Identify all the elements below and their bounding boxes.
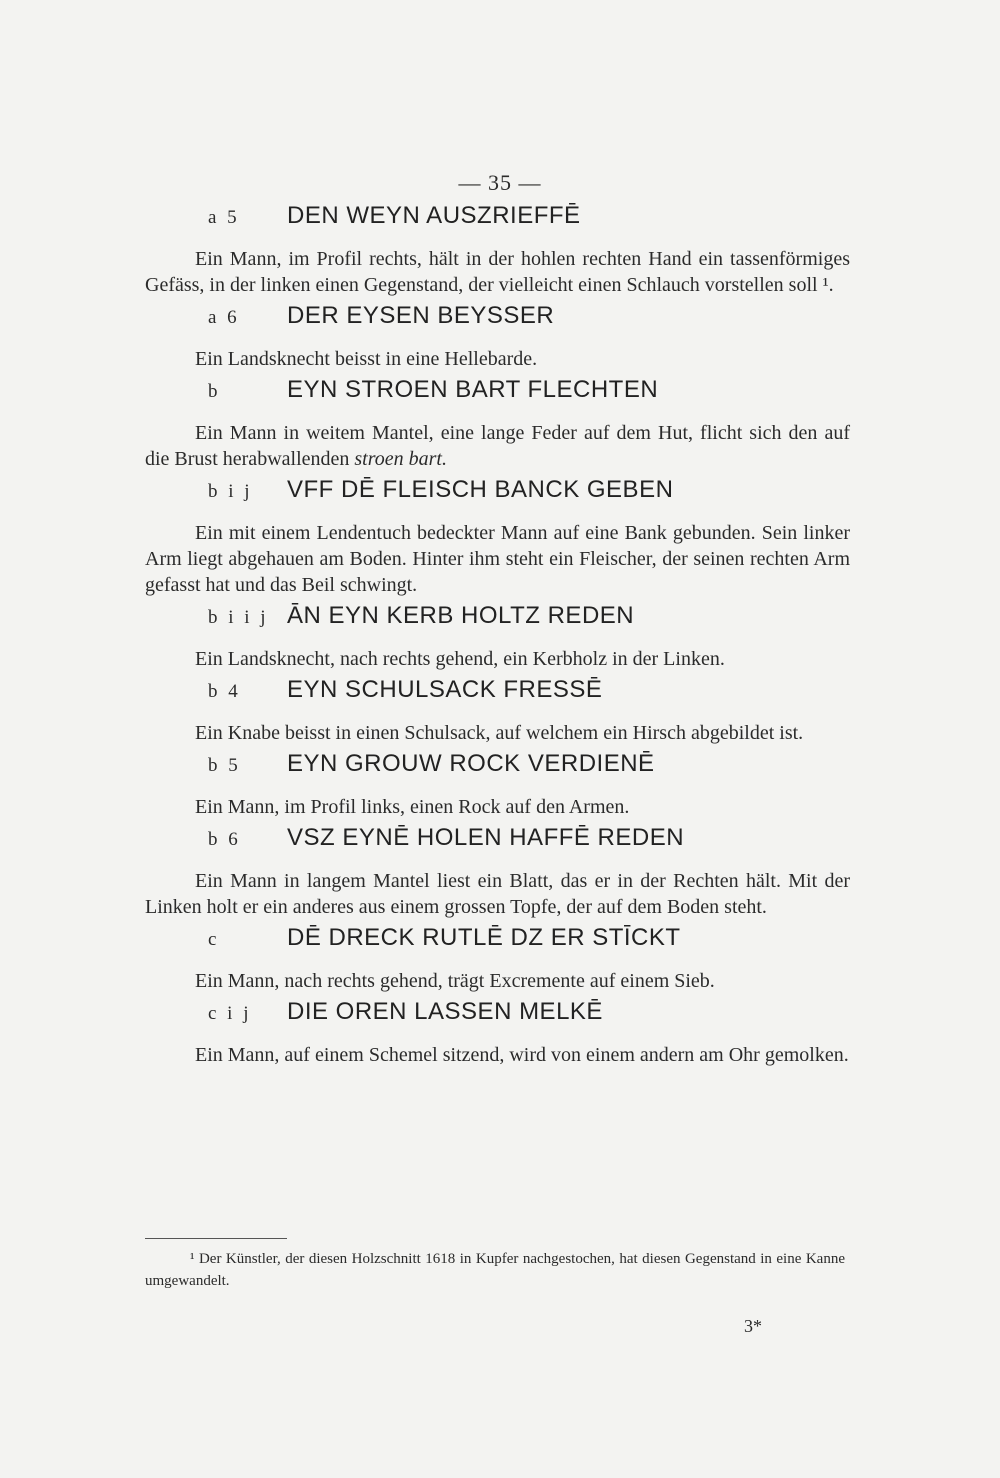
entry-description	[145, 420, 850, 472]
entry-description: Ein Knabe beisst in einen Schulsack, auf welchem ein Hirsch abgebildet ist.	[195, 722, 804, 744]
entry-description: Ein Landsknecht, nach rechts gehend, ein Kerbholz in der Linken.	[195, 648, 725, 670]
catalog-entry	[145, 922, 850, 994]
catalog-entry	[145, 474, 850, 598]
entry-description: Ein Mann, auf einem Schemel sitzend, wird von einem andern am Ohr gemolken.	[195, 1044, 849, 1066]
footnote-rule	[145, 1238, 287, 1239]
entry-signature: b i i j	[208, 607, 269, 628]
italic-quote: stroen bart.	[354, 448, 447, 470]
entry-title: EYN STROEN BART FLECHTEN	[287, 376, 659, 403]
entry-signature: a 6	[208, 307, 240, 328]
catalog-entry	[145, 822, 850, 920]
entry-title: DEN WEYN AUSZRIEFFĒ	[287, 202, 581, 229]
entry-description: Ein Mann, im Profil links, einen Rock auf den Armen.	[195, 796, 630, 818]
description-text: Ein Mann in weitem Mantel, eine lange Feder auf dem Hut, flicht sich den auf die Brust herabwallenden	[145, 422, 850, 470]
entry-description: Ein Mann, im Profil rechts, hält in der hohlen rechten Hand ein tassenförmiges Gefäss, in der linken einen Gegenstand, der vielleicht einen Schlauch vorstellen soll ¹.	[145, 248, 850, 296]
entry-title: DIE OREN LASSEN MELKĒ	[287, 998, 603, 1025]
catalog-entry	[145, 996, 850, 1068]
signature-mark: 3*	[744, 1316, 762, 1336]
entry-signature: b 6	[208, 829, 241, 850]
entry-title: DĒ DRECK RUTLĒ DZ ER STĪCKT	[287, 924, 681, 951]
entry-heading	[145, 600, 850, 646]
catalog-entry	[145, 374, 850, 472]
catalog-entry	[145, 300, 850, 372]
entry-description: Ein Landsknecht beisst in eine Hellebarde.	[195, 348, 538, 370]
entry-title: EYN GROUW ROCK VERDIENĒ	[287, 750, 655, 777]
catalog-entry	[145, 748, 850, 820]
entry-heading	[145, 996, 850, 1042]
entry-signature: a 5	[208, 207, 240, 228]
entry-title: VFF DĒ FLEISCH BANCK GEBEN	[287, 476, 674, 503]
catalog-entries	[145, 200, 850, 1070]
entry-title: DER EYSEN BEYSSER	[287, 302, 555, 329]
entry-heading	[145, 674, 850, 720]
page-number: — 35 —	[458, 170, 542, 195]
footnote: ¹ Der Künstler, der diesen Holzschnitt 1618 in Kupfer nachgestochen, hat diesen Gegenstand in eine Kanne umgewandelt.	[145, 1251, 845, 1289]
catalog-entry	[145, 600, 850, 672]
entry-title: ĀN EYN KERB HOLTZ REDEN	[287, 602, 635, 629]
entry-description: Ein mit einem Lendentuch bedeckter Mann auf eine Bank gebunden. Sein linker Arm liegt abgehauen am Boden. Hinter ihm steht ein Fleischer, der seinen rechten Arm gefasst hat und das Beil schwingt.	[145, 522, 850, 596]
catalog-entry	[145, 200, 850, 298]
entry-signature: b 4	[208, 681, 241, 702]
entry-heading	[145, 922, 850, 968]
entry-heading	[145, 200, 850, 246]
entry-signature: b i j	[208, 481, 253, 502]
entry-description: Ein Mann in langem Mantel liest ein Blatt, das er in der Rechten hält. Mit der Linken holt er ein anderes aus einem grossen Topfe, der auf dem Boden steht.	[145, 870, 850, 918]
entry-heading	[145, 474, 850, 520]
entry-signature: c	[208, 929, 220, 950]
catalog-entry	[145, 674, 850, 746]
entry-heading	[145, 300, 850, 346]
entry-heading	[145, 374, 850, 420]
entry-heading	[145, 748, 850, 794]
entry-title: VSZ EYNĒ HOLEN HAFFĒ REDEN	[287, 824, 685, 851]
entry-title: EYN SCHULSACK FRESSĒ	[287, 676, 603, 703]
entry-heading	[145, 822, 850, 868]
entry-signature: b	[208, 381, 221, 402]
entry-signature: b 5	[208, 755, 241, 776]
entry-signature: c i j	[208, 1003, 252, 1024]
entry-description: Ein Mann, nach rechts gehend, trägt Excremente auf einem Sieb.	[195, 970, 715, 992]
